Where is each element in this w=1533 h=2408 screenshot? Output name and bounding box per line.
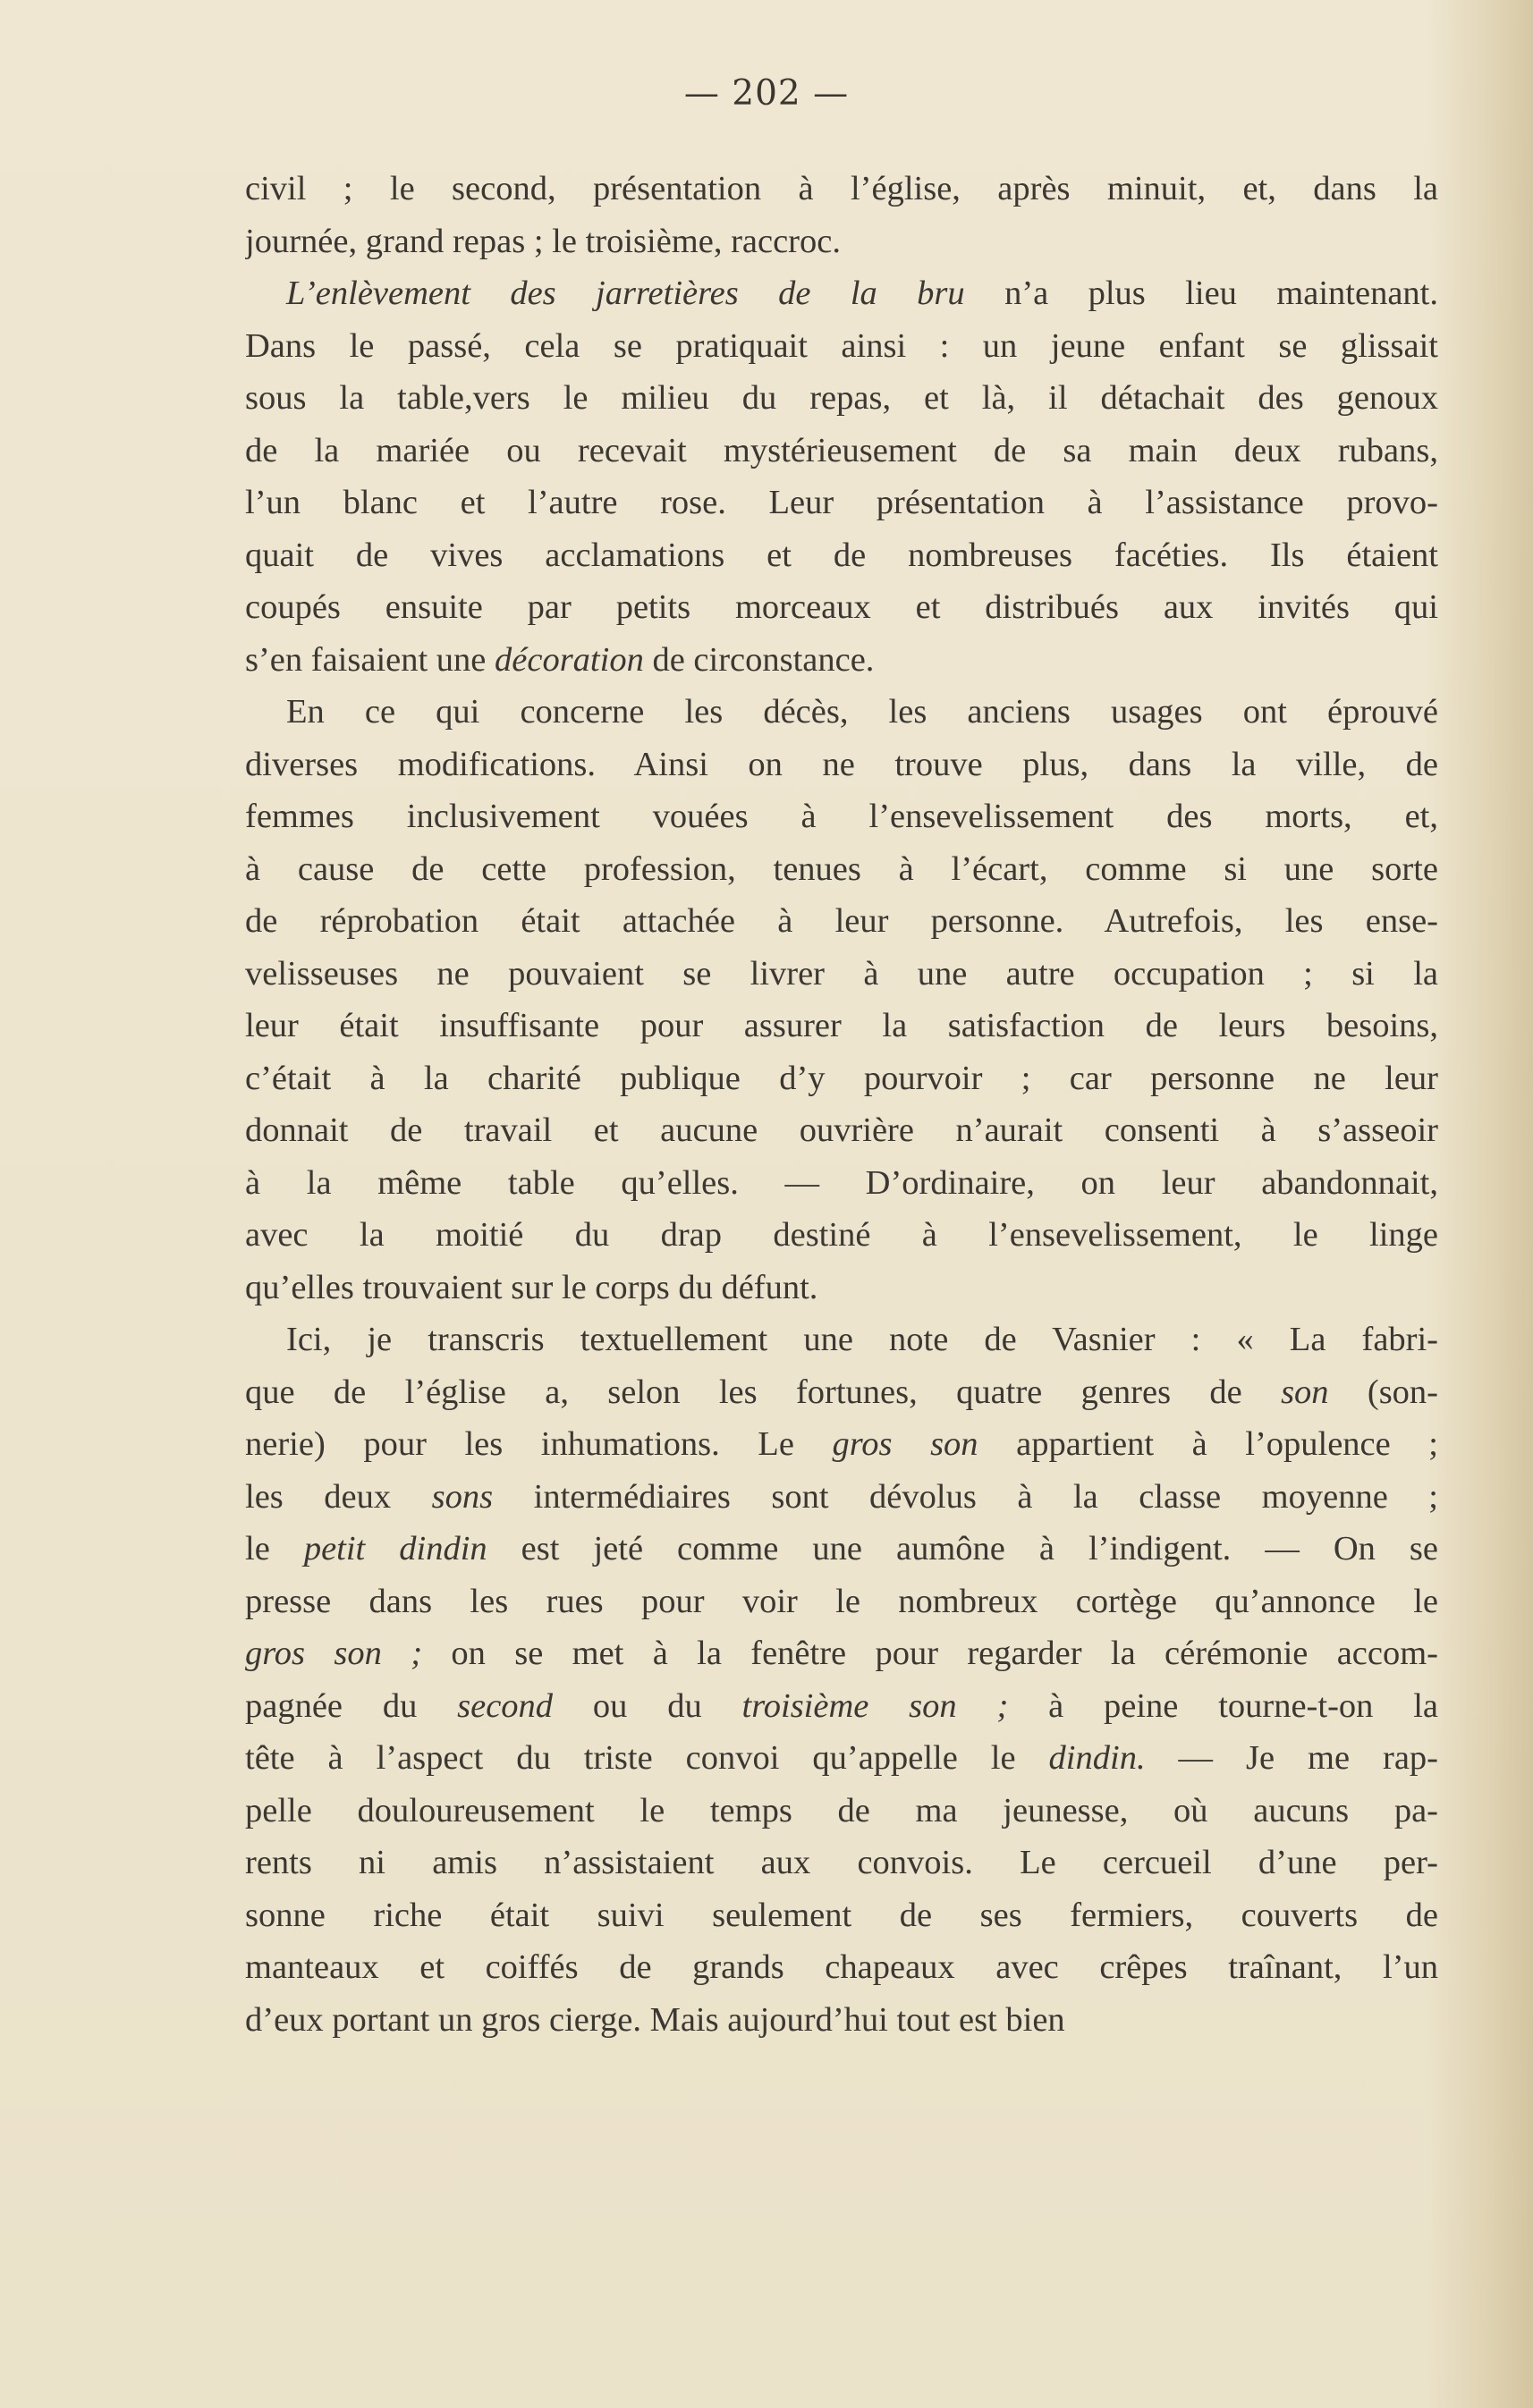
page-number: — 202 — (683, 73, 850, 114)
text-line: donnait de travail et aucune ouvrière n’aurait consenti à s’asseoir (245, 1111, 1438, 1149)
text-line: journée, grand repas ; le troisième, raccroc. (245, 222, 841, 260)
text-line: le petit dindin est jeté comme une aumône à l’indigent. — On se (245, 1530, 1438, 1567)
text-line: qu’elles trouvaient sur le corps du défunt. (245, 1268, 818, 1306)
text-line: velisseuses ne pouvaient se livrer à une autre occupation ; si la (245, 954, 1438, 993)
text-line: rents ni amis n’assistaient aux convois. Le cercueil d’une per- (245, 1844, 1438, 1881)
text-line: Ici, je transcris textuellement une note de Vasnier : « La fabri- (286, 1321, 1438, 1358)
text-line: Dans le passé, cela se pratiquait ainsi : un jeune enfant se glissait (245, 326, 1438, 365)
text-line: En ce qui concerne les décès, les anciens usages ont éprouvé (286, 693, 1438, 731)
text-line: manteaux et coiffés de grands chapeaux avec crêpes traînant, l’un (245, 1948, 1438, 1986)
text-line: avec la moitié du drap destiné à l’ensevelissement, le linge (245, 1216, 1438, 1254)
text-line: leur était insuffisante pour assurer la satisfaction de leurs besoins, (245, 1007, 1438, 1044)
text-line: d’eux portant un gros cierge. Mais aujourd’hui tout est bien (245, 2000, 1065, 2039)
text-line: de la mariée ou recevait mystérieusement de sa main deux rubans, (245, 431, 1438, 469)
text-line: de réprobation était attachée à leur personne. Autrefois, les ense- (245, 902, 1438, 940)
text-line: s’en faisaient une décoration de circonstance. (245, 640, 875, 679)
text-line: presse dans les rues pour voir le nombreux cortège qu’annonce le (245, 1582, 1438, 1620)
text-line: civil ; le second, présentation à l’église, après minuit, et, dans la (245, 170, 1438, 207)
text-line: gros son ; on se met à la fenêtre pour regarder la cérémonie accom- (245, 1635, 1438, 1672)
text-line: pelle douloureusement le temps de ma jeunesse, où aucuns pa- (245, 1791, 1438, 1829)
text-line: nerie) pour les inhumations. Le gros son appartient à l’opulence ; (245, 1425, 1438, 1463)
text-line: à la même table qu’elles. — D’ordinaire, on leur abandonnait, (245, 1163, 1438, 1202)
text-line: à cause de cette profession, tenues à l’écart, comme si une sorte (245, 849, 1438, 888)
text-line: sonne riche était suivi seulement de ses fermiers, couverts de (245, 1896, 1438, 1934)
text-line: tête à l’aspect du triste convoi qu’appelle le dindin. — Je me rap- (245, 1739, 1438, 1777)
text-line: L’enlèvement des jarretières de la bru n’a plus lieu maintenant. (286, 275, 1438, 312)
text-line: les deux sons intermédiaires sont dévolus à la classe moyenne ; (245, 1477, 1438, 1516)
text-line: femmes inclusivement vouées à l’ensevelissement des morts, et, (245, 798, 1438, 835)
body-text (245, 163, 1438, 2046)
text-line: quait de vives acclamations et de nombreuses facéties. Ils étaient (245, 536, 1438, 574)
text-line: coupés ensuite par petits morceaux et distribués aux invités qui (245, 588, 1438, 626)
text-line: c’était à la charité publique d’y pourvoir ; car personne ne leur (245, 1059, 1438, 1097)
text-line: pagnée du second ou du troisième son ; à peine tourne-t-on la (245, 1686, 1438, 1725)
text-line: sous la table,vers le milieu du repas, et là, il détachait des genoux (245, 379, 1438, 417)
text-line: que de l’église a, selon les fortunes, quatre genres de son (son- (245, 1373, 1438, 1411)
text-line: diverses modifications. Ainsi on ne trouve plus, dans la ville, de (245, 745, 1438, 783)
text-line: l’un blanc et l’autre rose. Leur présentation à l’assistance provo- (245, 484, 1438, 521)
